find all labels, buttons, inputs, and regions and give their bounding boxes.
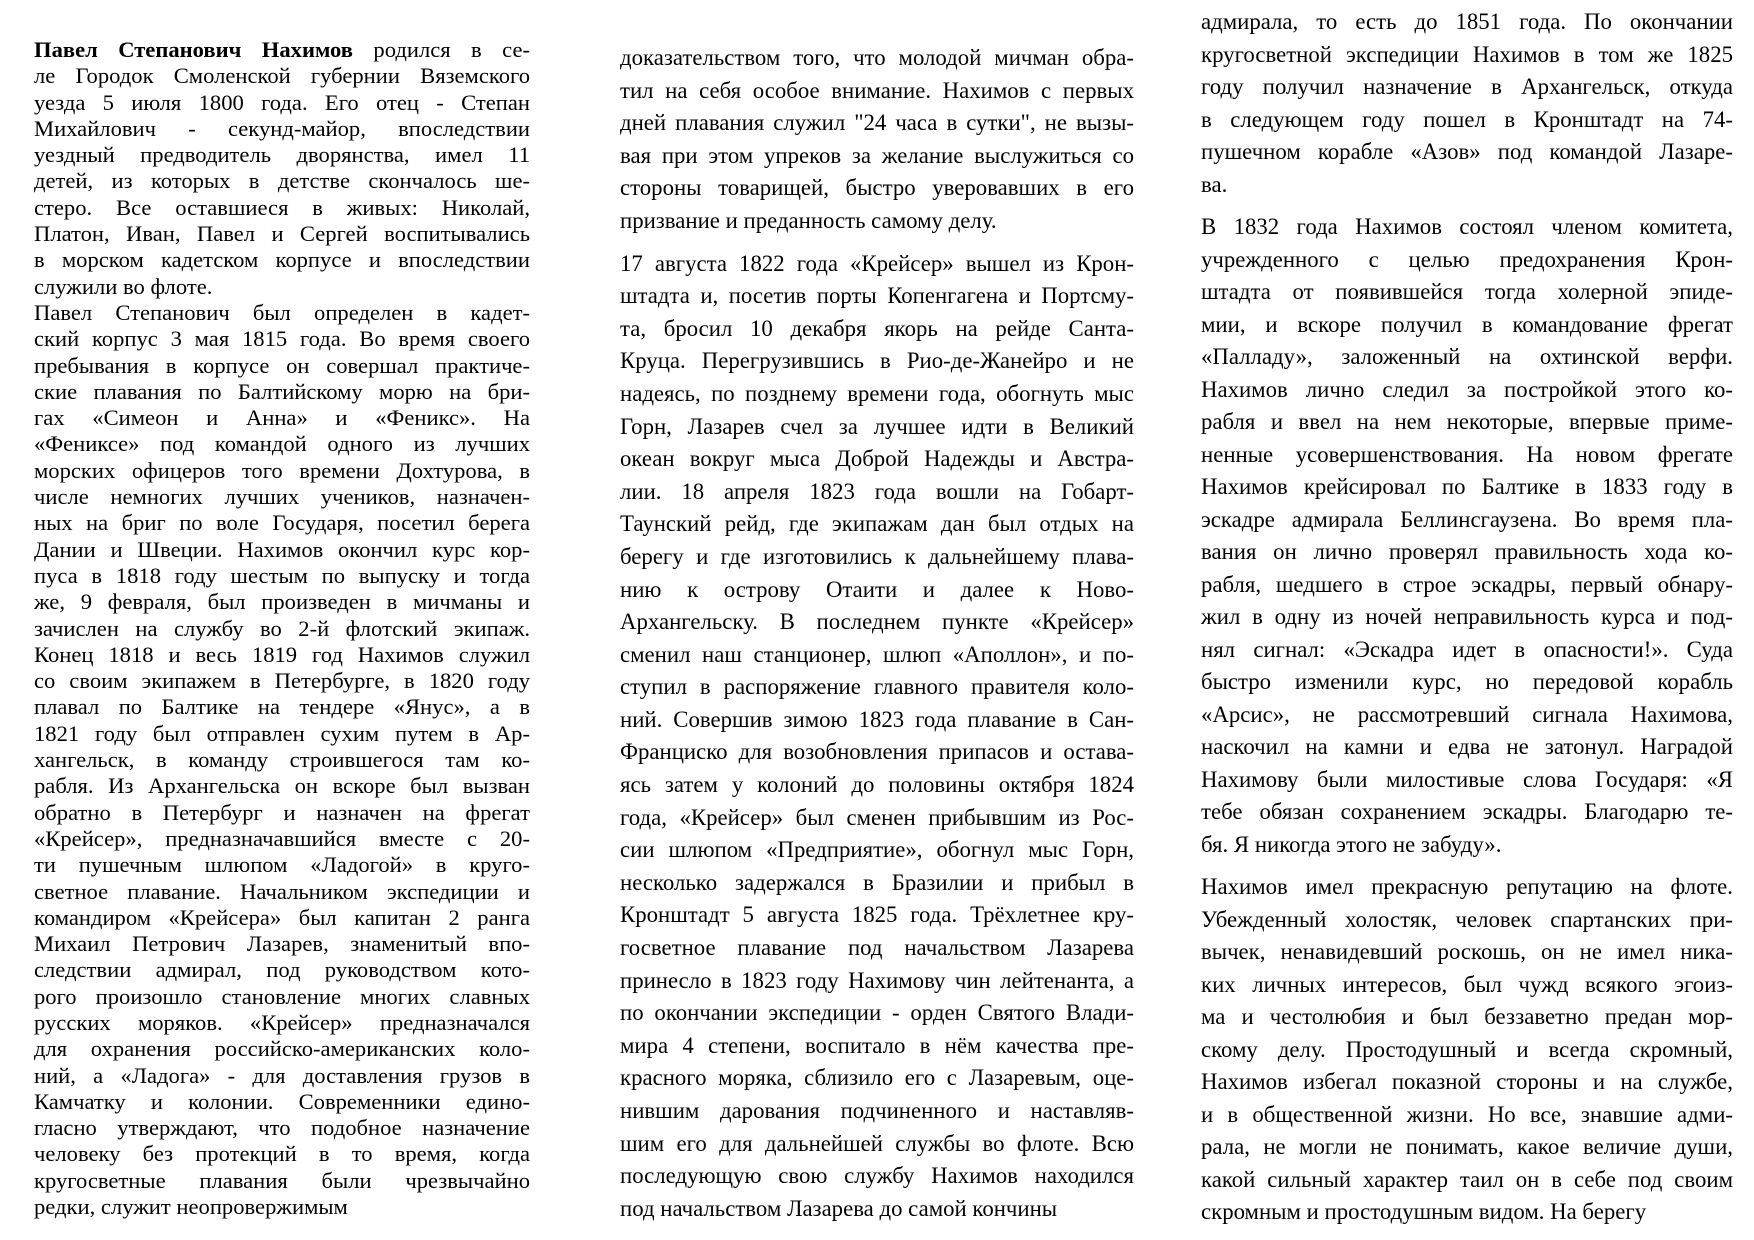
text-line: доказательством того, что молодой мичман обра- — [620, 45, 1134, 70]
text-line: Камчатку и колонии. Современники едино- — [34, 1088, 530, 1114]
text-line: Круца. Перегрузившись в Рио-де-Жанейро и не — [620, 348, 1134, 374]
text-line: Нахимов крейсировал по Балтике в 1833 году в — [1201, 474, 1733, 499]
text-line: гласно утверждают, что подобное назначение — [34, 1115, 530, 1141]
text-line: ские плавания по Балтийскому морю на бри- — [34, 378, 530, 404]
text-line: рого произошло становление многих славных — [34, 983, 530, 1009]
text-line: ний. Совершив зимою 1823 года плавание в Сан- — [620, 706, 1134, 732]
text-line: лии. 18 апреля 1823 года вошли на Гобарт- — [620, 478, 1134, 504]
text-line: под начальством Лазарева до самой кончины — [620, 1195, 1058, 1221]
text-line: со своим экипажем в Петербурге, в 1820 году — [34, 668, 530, 694]
text-line: жил в одну из ночей неправильность курса и под- — [1201, 604, 1733, 629]
text-line: нял сигнал: «Эскадра идет в опасности!». Суда — [1201, 636, 1733, 662]
text-line: та, бросил 10 декабря якорь на рейде Санта- — [620, 315, 1134, 341]
text-line: красного моряка, сблизило его с Лазаревым, оце- — [620, 1065, 1134, 1091]
text-line: Архангельску. В последнем пункте «Крейсер» — [620, 609, 1134, 635]
text-line: и в общественной жизни. Но все, знавшие адми- — [1201, 1101, 1733, 1127]
text-line: Нахимов лично следил за постройкой этого ко- — [1201, 376, 1733, 402]
paragraph-3 — [1201, 871, 1733, 1229]
text-line: штадта от появившейся тогда холерной эпиде- — [1201, 279, 1733, 304]
text-line: ний, а «Ладога» - для доставления грузов в — [34, 1062, 530, 1088]
paragraph-gap — [620, 238, 1134, 248]
text-line: следствии адмирал, под руководством кото- — [34, 957, 530, 983]
text-line: вания он лично проверял правильность хода ко- — [1201, 539, 1733, 564]
text-line: для охранения российско-американских коло- — [34, 1036, 530, 1062]
text-line: рабля и ввел на нем некоторые, впервые приме- — [1201, 409, 1733, 434]
column-right — [1201, 6, 1733, 1229]
column-middle — [620, 42, 1134, 1225]
paragraph-gap — [1201, 861, 1733, 871]
text-line: учрежденного с целью предохранения Крон- — [1201, 246, 1733, 272]
text-line: принесло в 1823 году Нахимову чин лейтенанта, а — [620, 967, 1134, 993]
text-line: надеясь, по позднему времени года, обогнуть мыс — [620, 380, 1134, 406]
text-line: уезда 5 июля 1800 года. Его отец - Степан — [34, 89, 530, 115]
text-line: кругосветной экспедиции Нахимов в том же 1825 — [1201, 41, 1733, 67]
text-line: морских офицеров того времени Дохтурова, в — [34, 457, 530, 483]
text-line: тебе обязан сохранением эскадры. Благодарю те- — [1201, 799, 1733, 824]
text-line: Горн, Лазарев счел за лучшее идти в Великий — [620, 413, 1134, 439]
text-line: сии шлюпом «Предприятие», обогнул мыс Горн, — [620, 837, 1134, 863]
text-line: Платон, Иван, Павел и Сергей воспитывались — [34, 221, 530, 247]
text-line: «Крейсер», предназначавшийся вместе с 20- — [34, 825, 530, 851]
text-line: Нахимову были милостивые слова Государя: «Я — [1201, 766, 1733, 792]
text-line: последующую свою службу Нахимов находился — [620, 1163, 1134, 1189]
text-line: скому делу. Простодушный и всегда скромный, — [1201, 1036, 1733, 1062]
lead-name: Павел Степанович Нахимов — [34, 37, 353, 62]
column-left — [34, 37, 530, 1220]
text-line: ма и честолюбия и был беззаветно предан мор- — [1201, 1004, 1733, 1029]
text-line: числе немногих лучших учеников, назначен- — [34, 484, 530, 510]
text-line: вая при этом упреков за желание выслужиться со — [620, 142, 1134, 168]
text-line: Франциско для возобновления припасов и остава- — [620, 739, 1134, 765]
text-line: Таунский рейд, где экипажам дан был отдых на — [620, 511, 1134, 537]
text-line: плавал по Балтике на тендере «Янус», а в — [34, 694, 530, 720]
text-line: сменил наш станционер, шлюп «Аполлон», и по- — [620, 641, 1134, 667]
text-line: несколько задержался в Бразилии и прибыл в — [620, 869, 1134, 895]
text-line: кругосветные плавания были чрезвычайно — [34, 1167, 530, 1193]
text-line: штадта и, посетив порты Копенгагена и Портсму- — [620, 283, 1134, 309]
text-line: года, «Крейсер» был сменен прибывшим из Рос- — [620, 804, 1134, 830]
text-line: призвание и преданность самому делу. — [620, 207, 997, 233]
text-line: ненные усовершенствования. На новом фрегате — [1201, 441, 1733, 467]
text-line: хангельск, в команду строившегося там ко- — [34, 747, 530, 773]
text-line: пуса в 1818 году шестым по выпуску и тогда — [34, 562, 530, 588]
text-line: Дании и Швеции. Нахимов окончил курс кор- — [34, 536, 530, 562]
text-line: океан вокруг мыса Доброй Надежды и Австра- — [620, 446, 1134, 472]
text-line: Убежденный холостяк, человек спартанских при- — [1201, 906, 1733, 932]
text-line: вычек, ненавидевший роскошь, он не имел ника- — [1201, 939, 1733, 964]
text-line: стеро. Все оставшиеся в живых: Николай, — [34, 194, 530, 220]
paragraph-lead-line — [34, 37, 530, 63]
text-line: В 1832 года Нахимов состоял членом комитета, — [1201, 214, 1733, 239]
text-line: в морском кадетском корпусе и впоследствии — [34, 247, 530, 273]
text-line: скромным и простодушным видом. На берегу — [1201, 1199, 1647, 1224]
text-line: 17 августа 1822 года «Крейсер» вышел из Крон- — [620, 250, 1134, 276]
text-line: эскадре адмирала Беллинсгаузена. Во время пла- — [1201, 506, 1733, 532]
paragraph-1 — [34, 63, 530, 300]
text-line: году получил назначение в Архангельск, откуда — [1201, 74, 1733, 99]
text-line: ступил в распоряжение главного правителя коло- — [620, 674, 1134, 700]
text-line: стороны товарищей, быстро уверовавших в его — [620, 175, 1134, 201]
text-line: Нахимов избегал показной стороны и на службе, — [1201, 1069, 1733, 1094]
text-line: адмирала, то есть до 1851 года. По окончании — [1201, 9, 1733, 34]
text-line: Павел Степанович был определен в кадет- — [34, 299, 530, 325]
text-line: же, 9 февраля, был произведен в мичманы и — [34, 589, 530, 615]
text-line: командиром «Крейсера» был капитан 2 ранга — [34, 904, 530, 930]
text-line: человеку без протекций в то время, когда — [34, 1141, 530, 1167]
text-line: русских моряков. «Крейсер» предназначался — [34, 1009, 530, 1035]
text-line: «Фениксе» под командой одного из лучших — [34, 431, 530, 457]
text-line: госветное плавание под начальством Лазарева — [620, 935, 1134, 961]
text-line: ский корпус 3 мая 1815 года. Во время своего — [34, 326, 530, 352]
paragraph-2 — [34, 300, 530, 1220]
text-line: нившим дарования подчиненного и наставляв- — [620, 1098, 1134, 1123]
text-line: 1821 году был отправлен сухим путем в Ар- — [34, 720, 530, 746]
text-line: тил на себя особое внимание. Нахимов с первых — [620, 77, 1134, 103]
text-line: ти пушечным шлюпом «Ладогой» в круго- — [34, 852, 530, 878]
text-line: ных на бриг по воле Государя, посетил берега — [34, 510, 530, 536]
text-line: шим его для дальнейшей службы во флоте. Всю — [620, 1130, 1134, 1156]
text-line: Конец 1818 и весь 1819 год Нахимов служил — [34, 641, 530, 667]
text-line: «Палладу», заложенный на охтинской верфи. — [1201, 344, 1733, 369]
text-line: в следующем году пошел в Кронштадт на 74- — [1201, 106, 1733, 132]
text-line: гах «Симеон и Анна» и «Феникс». На — [34, 405, 530, 431]
text-line: уездный предводитель дворянства, имел 11 — [34, 142, 530, 168]
paragraph-gap — [1201, 201, 1733, 211]
text-line: «Арсис», не рассмотревший сигнала Нахимова, — [1201, 701, 1733, 727]
text-line: служили во флоте. — [34, 273, 213, 299]
text-line: светное плавание. Начальником экспедиции и — [34, 878, 530, 904]
lead-rest: родился в се- — [353, 37, 530, 62]
text-line: редки, служит неопровержимым — [34, 1194, 348, 1220]
text-line: рабля, шедшего в строе эскадры, первый обнару- — [1201, 571, 1733, 597]
text-line: зачислен на службу во 2-й флотский экипаж. — [34, 615, 530, 641]
text-line: обратно в Петербург и назначен на фрегат — [34, 799, 530, 825]
text-line: нию к острову Отаити и далее к Ново- — [620, 576, 1134, 602]
text-line: Кронштадт 5 августа 1825 года. Трёхлетнее кру- — [620, 902, 1134, 928]
text-line: наскочил на камни и едва не затонул. Наградой — [1201, 734, 1733, 759]
text-line: ких личных интересов, был чужд всякого эгоиз- — [1201, 971, 1733, 997]
text-line: бя. Я никогда этого не забуду». — [1201, 831, 1502, 857]
text-line: детей, из которых в детстве скончалось ше- — [34, 168, 530, 194]
paragraph-1 — [620, 42, 1134, 238]
text-line: рабля. Из Архангельска он вскоре был вызван — [34, 773, 530, 799]
text-line: по окончании экспедиции - орден Святого Влади- — [620, 1000, 1134, 1026]
text-line: рала, не могли не понимать, какое величие души, — [1201, 1134, 1733, 1159]
text-line: Михаил Петрович Лазарев, знаменитый впо- — [34, 931, 530, 957]
paragraph-1 — [1201, 6, 1733, 201]
text-line: пребывания в корпусе он совершал практиче- — [34, 352, 530, 378]
text-line: какой сильный характер таил он в себе под своим — [1201, 1166, 1733, 1192]
text-line: дней плавания служил "24 часа в сутки", не вызы- — [620, 110, 1134, 136]
text-line: быстро изменили курс, но передовой корабль — [1201, 669, 1733, 694]
text-line: мии, и вскоре получил в командование фрегат — [1201, 311, 1733, 337]
text-line: ле Городок Смоленской губернии Вяземского — [34, 63, 530, 89]
text-line: ва. — [1201, 171, 1228, 197]
paragraph-2 — [620, 248, 1134, 1226]
text-line: берегу и где изготовились к дальнейшему плава- — [620, 543, 1134, 569]
text-line: Нахимов имел прекрасную репутацию на флоте. — [1201, 874, 1733, 899]
text-line: пушечном корабле «Азов» под командой Лазаре- — [1201, 139, 1733, 164]
text-line: Михайлович - секунд-майор, впоследствии — [34, 115, 530, 141]
paragraph-2 — [1201, 211, 1733, 861]
text-line: мира 4 степени, воспитало в нём качества пре- — [620, 1032, 1134, 1058]
text-line: ясь затем у колоний до половины октября 1824 — [620, 772, 1134, 798]
